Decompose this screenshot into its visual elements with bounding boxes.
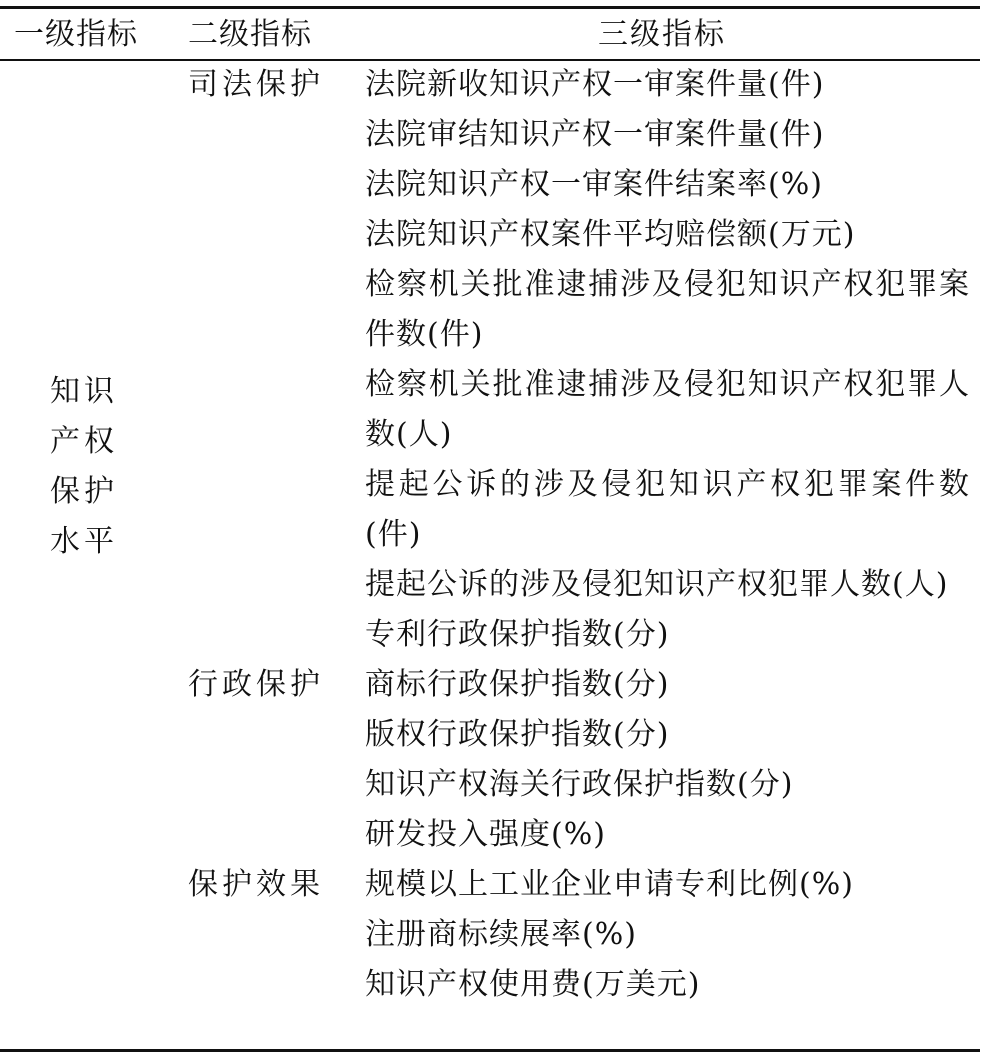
level2-effect: 保护效果 <box>188 867 324 902</box>
level3-item: 提起公诉的涉及侵犯知识产权犯罪人数(人) <box>365 567 949 602</box>
level3-item: 法院知识产权一审案件结案率(%) <box>365 167 823 202</box>
level3-item: 法院新收知识产权一审案件量(件) <box>365 67 825 102</box>
header-level3: 三级指标 <box>598 17 726 52</box>
level1-label-line: 保护 <box>50 474 118 509</box>
table-top-rule <box>0 6 980 9</box>
level3-list <box>365 60 970 1010</box>
level3-item: 规模以上工业企业申请专利比例(%) <box>365 867 854 902</box>
level3-item: 知识产权海关行政保护指数(分) <box>365 767 794 802</box>
level3-item: 注册商标续展率(%) <box>365 917 637 952</box>
level3-item: 研发投入强度(%) <box>365 817 606 852</box>
header-level1: 一级指标 <box>14 17 138 52</box>
level3-item: 版权行政保护指数(分) <box>365 717 670 752</box>
header-level2: 二级指标 <box>188 17 312 52</box>
level3-item: 专利行政保护指数(分) <box>365 617 670 652</box>
level1-label-line: 水平 <box>50 524 118 559</box>
level3-item: 商标行政保护指数(分) <box>365 667 670 702</box>
level3-item: 检察机关批准逮捕涉及侵犯知识产权犯罪案件数(件) <box>365 267 970 352</box>
level3-item: 知识产权使用费(万美元) <box>365 967 701 1002</box>
level3-item: 提起公诉的涉及侵犯知识产权犯罪案件数(件) <box>365 467 970 552</box>
level1-label-line: 知识 <box>50 374 118 409</box>
level2-judicial: 司法保护 <box>188 67 324 102</box>
level1-label <box>50 367 118 567</box>
level2-administrative: 行政保护 <box>188 667 324 702</box>
table-bottom-rule <box>0 1049 980 1052</box>
level3-item: 法院审结知识产权一审案件量(件) <box>365 117 825 152</box>
level3-item: 检察机关批准逮捕涉及侵犯知识产权犯罪人数(人) <box>365 367 970 452</box>
level1-label-line: 产权 <box>50 424 118 459</box>
level3-item: 法院知识产权案件平均赔偿额(万元) <box>365 217 856 252</box>
